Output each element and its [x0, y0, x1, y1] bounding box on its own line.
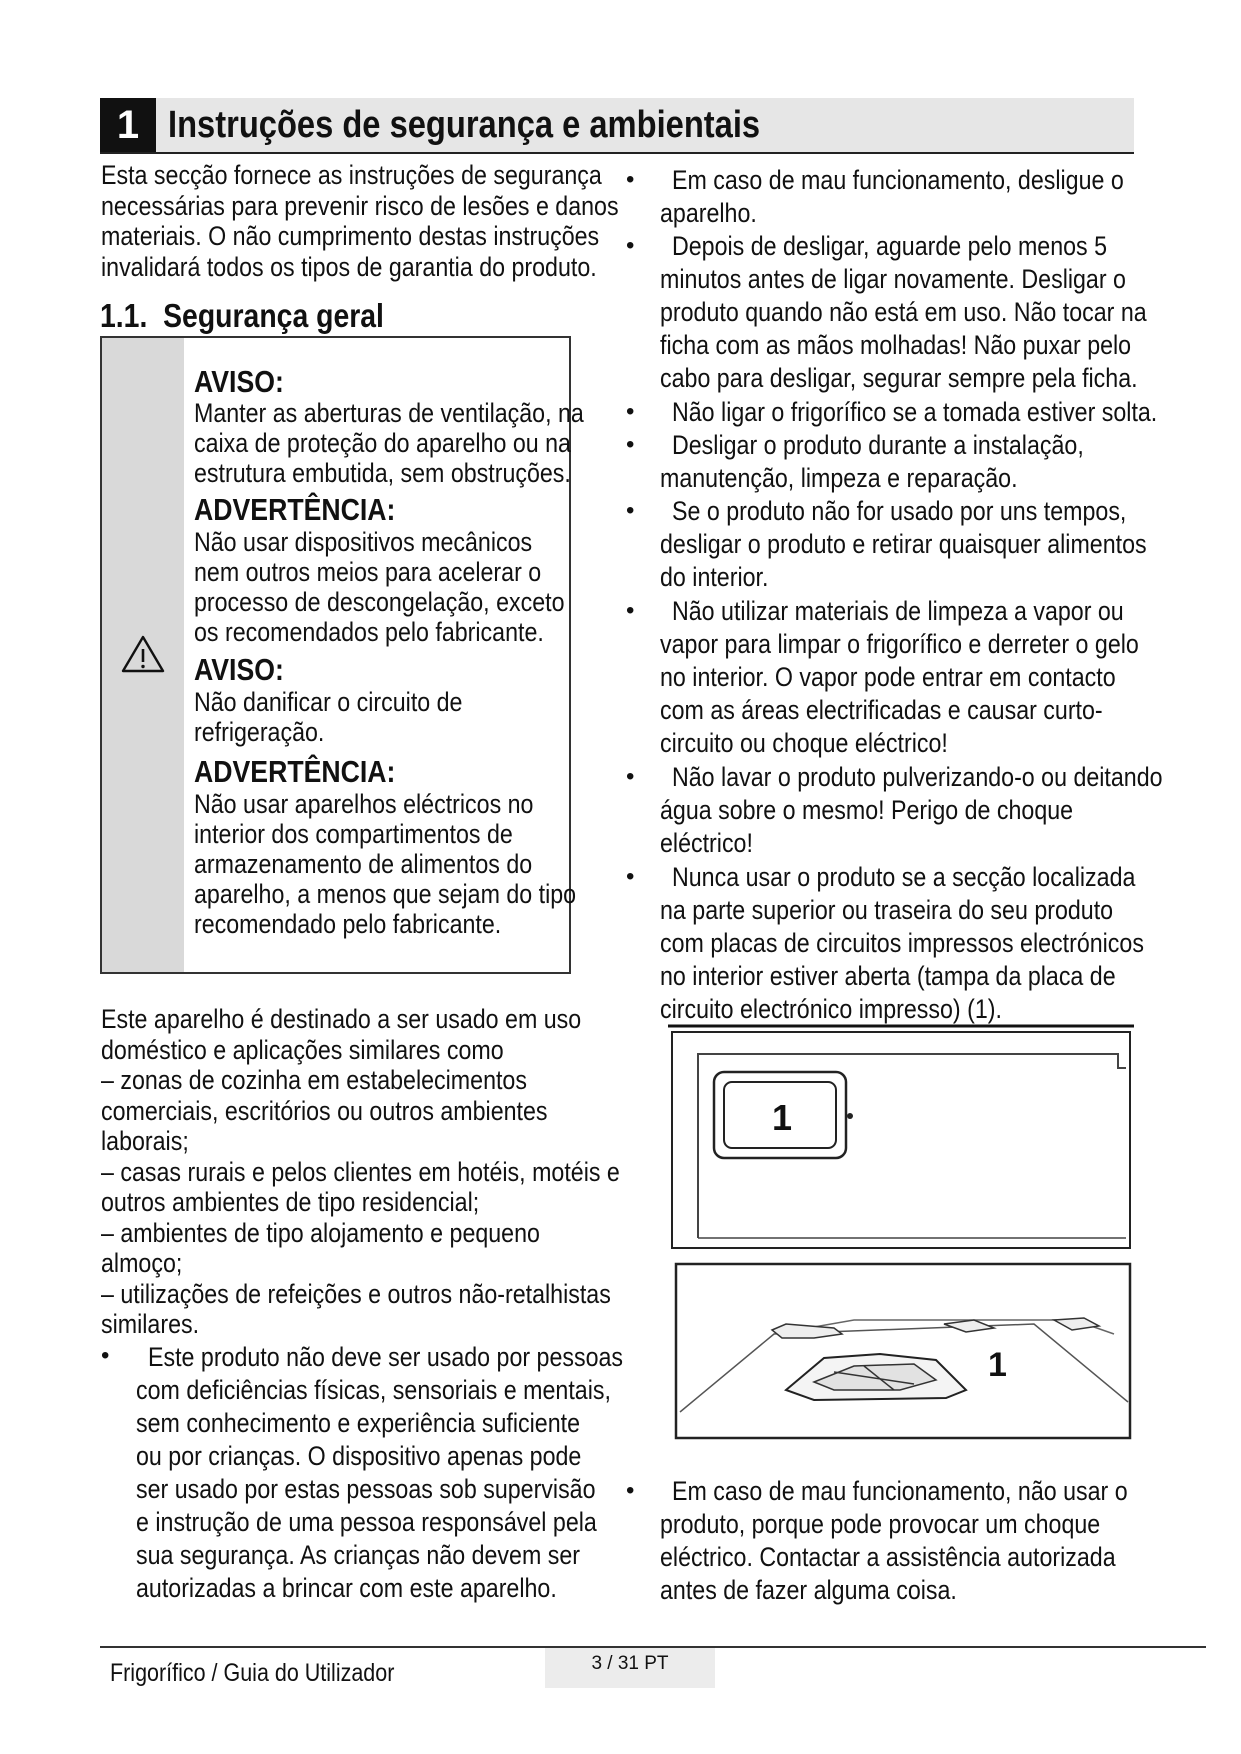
warning-title: ADVERTÊNCIA: [194, 492, 396, 527]
section-number: 1 [100, 98, 156, 152]
warning-title: AVISO: [194, 652, 284, 687]
bullet-text: Nunca usar o produto se a secção localizada na parte superior ou traseira do seu produto com placas de circuitos impressos electrónicos no interior estiver aberta (tampa da placa de circuito electrónico impresso) (1). [660, 862, 1144, 1024]
bullet-dot: • [626, 597, 635, 624]
bullet-text: Se o produto não for usado por uns tempos, desligar o produto e retirar quaisquer alimentos do interior. [660, 496, 1147, 592]
page-number: 3 / 31 PT [545, 1648, 715, 1688]
warning-text: Não usar dispositivos mecânicos nem outros meios para acelerar o processo de descongelação, exceto os recomendados pelo fabricante. [194, 527, 565, 647]
bullet-dot: • [626, 398, 635, 425]
intro-paragraph [101, 160, 703, 282]
intro-line: Esta secção fornece as instruções de segurança [101, 160, 602, 190]
bullet-text: Este produto não deve ser usado por pessoas com deficiências físicas, sensoriais e mentais, sem conhecimento e experiência suficiente ou por crianças. O dispositivo apenas pode ser usado por estas pessoas sob supervisão e instrução de uma pessoa responsável pela sua segurança. As crianças não devem ser autorizadas a brincar com este aparelho. [136, 1342, 624, 1603]
section-title: Instruções de segurança e ambientais [168, 104, 761, 146]
bullet-dot: • [626, 1477, 635, 1504]
figure-pcb-cover-perspective [674, 1262, 1134, 1440]
figure-label: 1 [988, 1346, 1007, 1384]
bullet-text: Em caso de mau funcionamento, desligue o aparelho. [660, 165, 1124, 228]
intro-line: invalidará todos os tipos de garantia do produto. [101, 251, 597, 282]
section-header [100, 98, 1134, 152]
warning-text: Manter as aberturas de ventilação, na caixa de proteção do aparelho ou na estrutura embutida, sem obstruções. [194, 398, 584, 488]
bullet-dot: • [626, 166, 635, 193]
warning-text: Não danificar o circuito de refrigeração. [194, 687, 463, 747]
bullet-text: Desligar o produto durante a instalação, manutenção, limpeza e reparação. [660, 430, 1084, 493]
bullet-text: Em caso de mau funcionamento, não usar o produto, porque pode provocar um choque eléctrico. Contactar a assistência autorizada antes de fazer alguma coisa. [660, 1476, 1128, 1605]
bullet-dot: • [626, 763, 635, 790]
bullet-text: Não lavar o produto pulverizando-o ou deitando água sobre o mesmo! Perigo de choque eléctrico! [660, 762, 1163, 858]
bullet-dot: • [626, 863, 635, 890]
warning-text: Não usar aparelhos eléctricos no interior dos compartimentos de armazenamento de alimentos do aparelho, a menos que sejam do tipo recomendado pelo fabricante. [194, 789, 577, 939]
bullet-dot: • [626, 497, 635, 524]
usage-paragraph: Este aparelho é destinado a ser usado em uso doméstico e aplicações similares como – zonas de cozinha em estabelecimentos comerciais, escritórios ou outros ambientes laborais; – casas rurais e pelos clientes em hotéis, motéis e outros ambientes de tipo residencial; – ambientes de tipo alojamento e pequeno almoço; – utilizações de refeições e outros não-retalhistas similares. [101, 1004, 620, 1339]
bullet-text: Não ligar o frigorífico se a tomada estiver solta. [672, 397, 1158, 427]
footer-title: Frigorífico / Guia do Utilizador [110, 1659, 395, 1687]
bullet-dot: • [626, 232, 635, 259]
bullet-text: Não utilizar materiais de limpeza a vapor ou vapor para limpar o frigorífico e derreter o gelo no interior. O vapor pode entrar em contacto com as áreas electrificadas e causar curto- circuito ou choque eléctrico! [660, 596, 1139, 758]
warning-title: AVISO: [194, 364, 284, 399]
subsection-title: 1.1. Segurança geral [100, 297, 384, 334]
warning-triangle-icon [121, 634, 165, 674]
bullet-dot: • [626, 431, 635, 458]
figure-label: 1 [772, 1097, 793, 1138]
intro-line: materiais. O não cumprimento destas instruções [101, 221, 600, 251]
bullet-dot: • [101, 1342, 110, 1369]
bullet-text: Depois de desligar, aguarde pelo menos 5 minutos antes de ligar novamente. Desligar o produto quando não está em uso. Não tocar na ficha com as mãos molhadas! Não puxar pelo cabo para desligar, segurar sempre pela ficha. [660, 231, 1147, 393]
header-rule [100, 152, 1134, 154]
warning-box [100, 336, 584, 974]
intro-line: necessárias para prevenir risco de lesões e danos [101, 190, 619, 221]
figure-pcb-cover-top [668, 1024, 1134, 1252]
warning-title: ADVERTÊNCIA: [194, 754, 396, 789]
